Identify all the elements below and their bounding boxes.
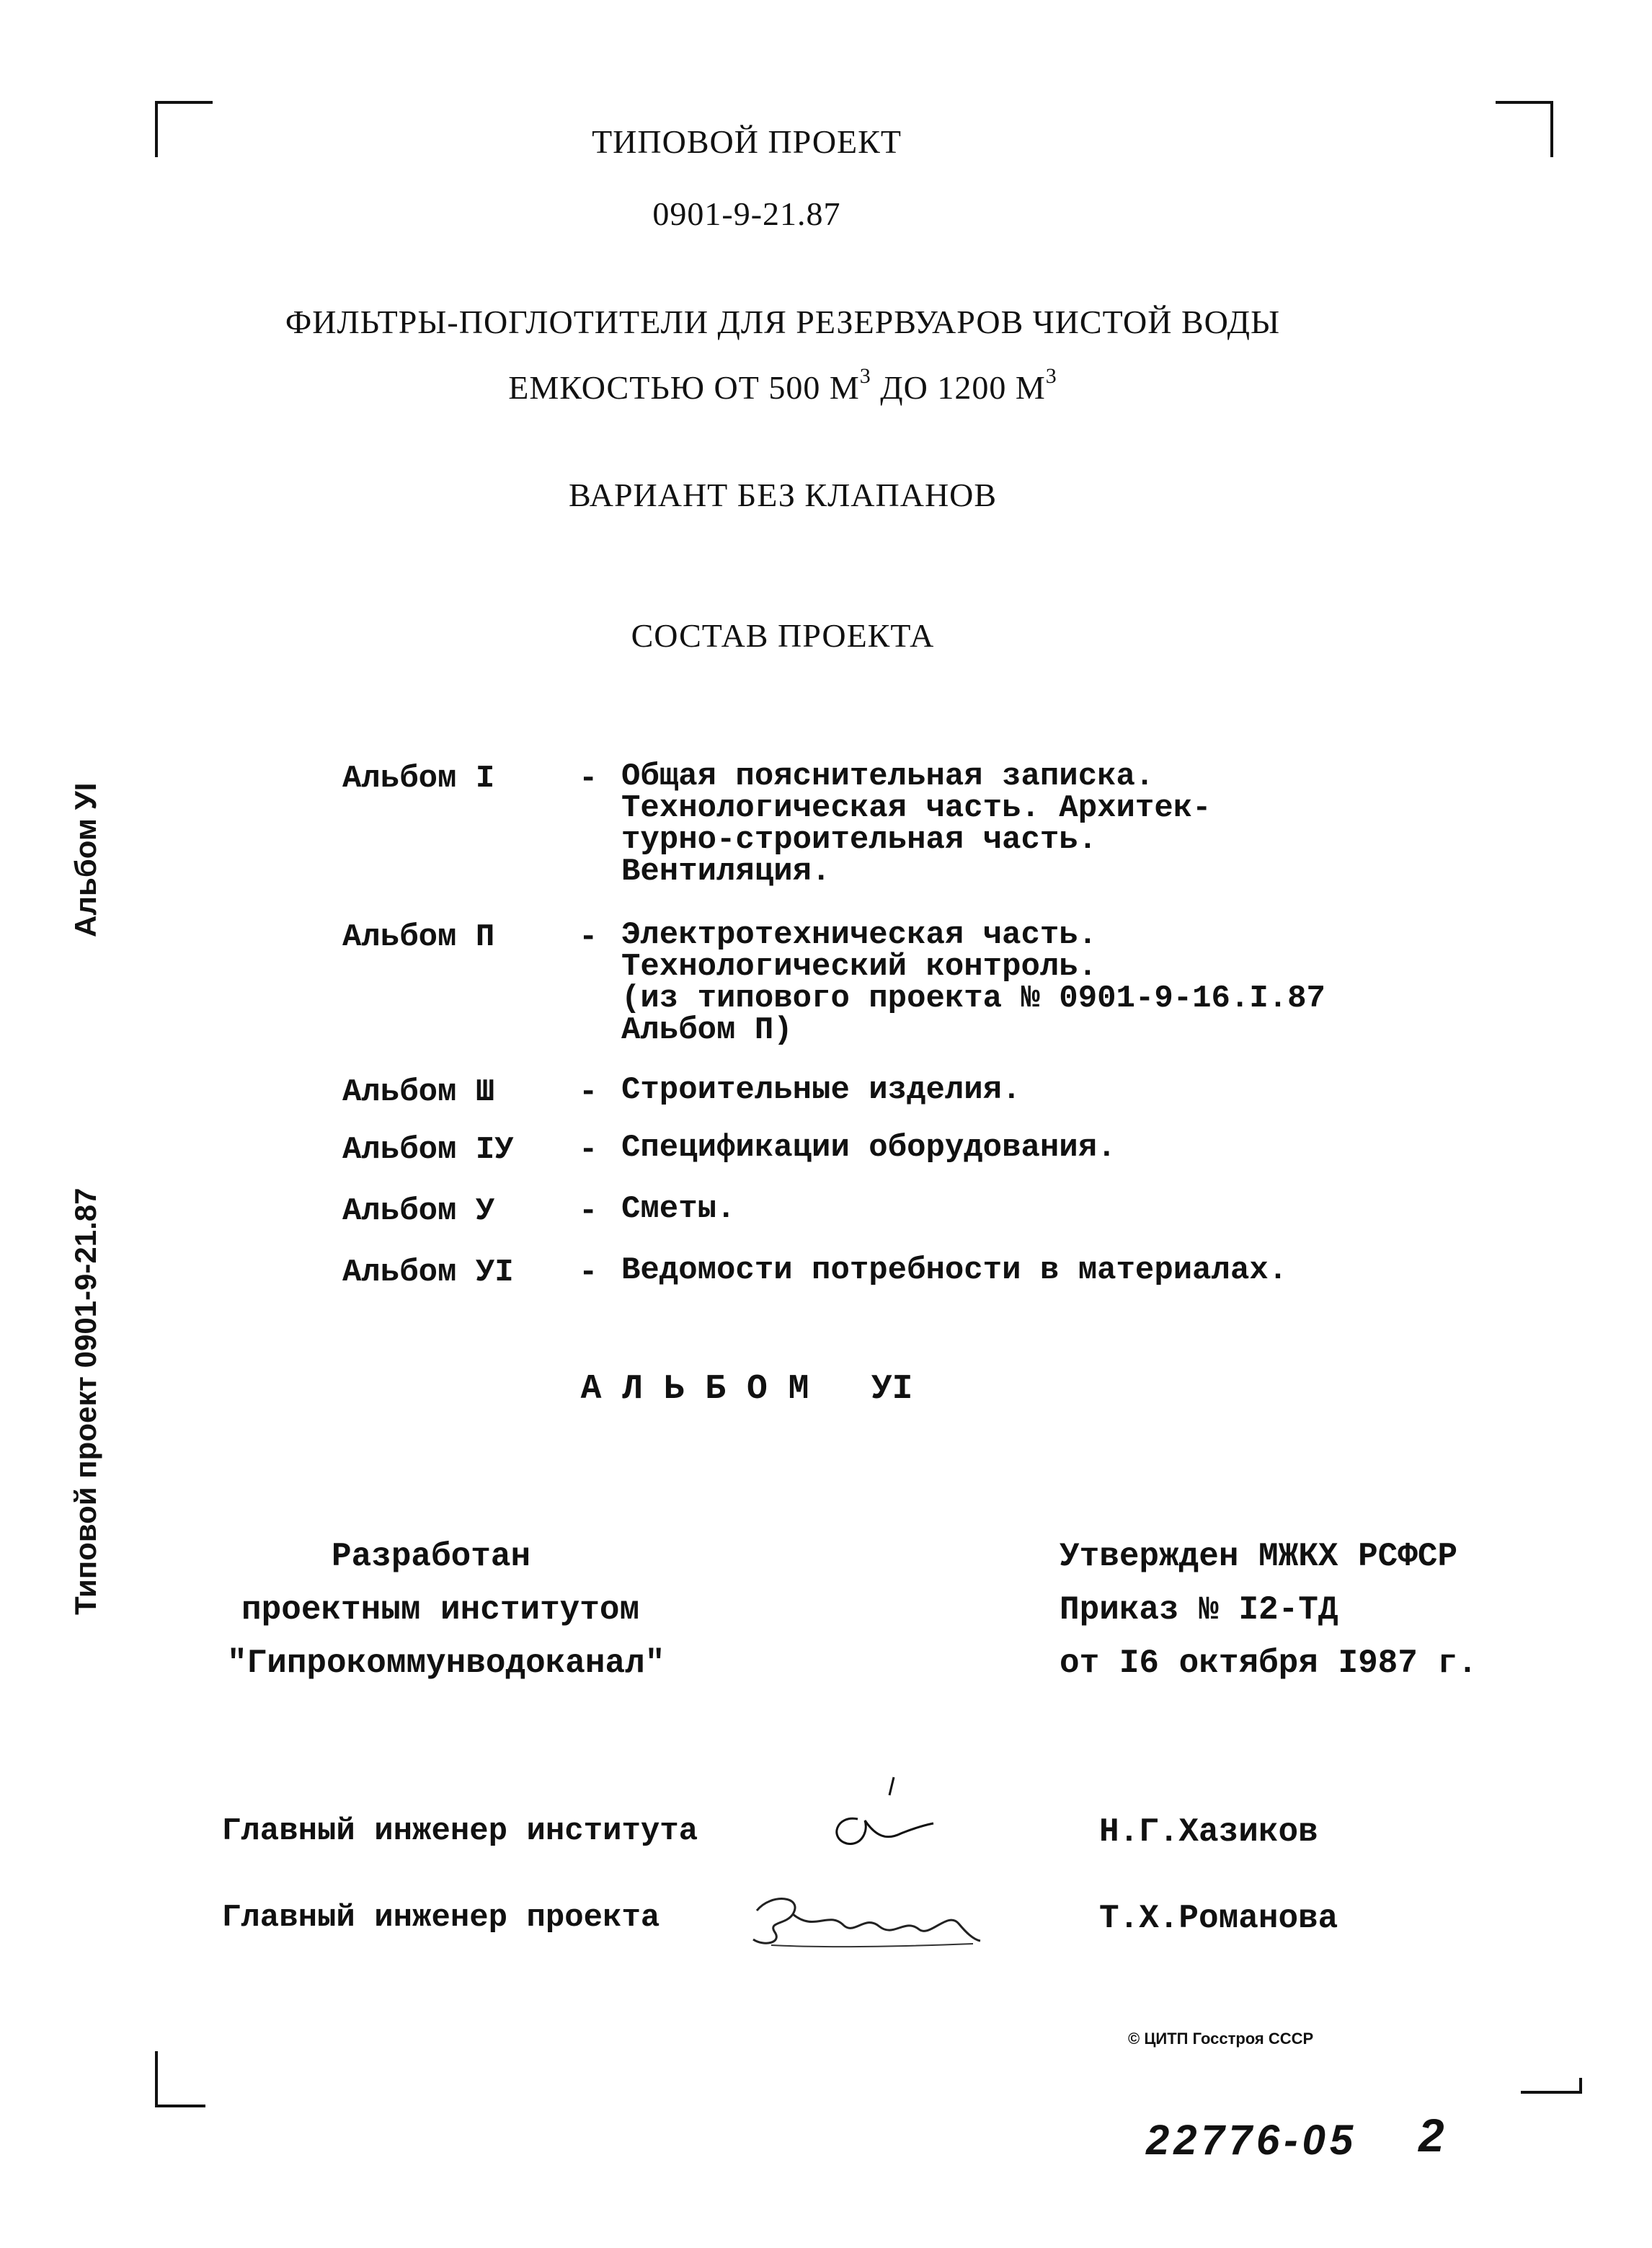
album-description: Строительные изделия.	[621, 1072, 1021, 1108]
corner-mark-bottom-right-h	[1521, 2091, 1582, 2094]
superscript-1: 3	[859, 364, 871, 388]
inventory-number: 22776-05	[1146, 2117, 1358, 2164]
project-type-label: ТИПОВОЙ ПРОЕКТ	[592, 123, 902, 160]
approval-block	[1060, 1530, 1478, 1690]
album-description: Общая пояснительная записка. Технологическая часть. Архитек- турно-строительная часть. Вентиляция.	[621, 758, 1212, 890]
album-name: Альбом П	[342, 919, 495, 955]
composition-heading: СОСТАВ ПРОЕКТА	[631, 617, 935, 654]
variant-label: ВАРИАНТ БЕЗ КЛАПАНОВ	[568, 477, 998, 513]
approval-line-2: Приказ № I2-ТД	[1060, 1591, 1338, 1629]
signature-role-1: Главный инженер института	[222, 1813, 698, 1849]
title-line-2	[0, 364, 1609, 407]
album-dash: -	[579, 919, 598, 955]
side-project-label: Типовой проект 0901-9-21.87	[68, 1187, 102, 1615]
corner-mark-bottom-right-v	[1579, 2078, 1582, 2094]
page-number: 2	[1418, 2110, 1444, 2161]
side-album-label: Альбом УI	[68, 782, 102, 937]
project-code: 0901-9-21.87	[652, 195, 841, 232]
album-description: Электротехническая часть. Технологический контроль. (из типового проекта № 0901-9-16.I.87 Альбом П)	[621, 917, 1325, 1048]
superscript-2: 3	[1045, 364, 1057, 388]
album-name: Альбом I	[342, 761, 495, 797]
approval-line-1: Утвержден МЖКХ РСФСР	[1060, 1538, 1458, 1575]
corner-mark-top-right-h	[1496, 101, 1553, 104]
title-line-2-prefix: ЕМКОСТЬЮ ОТ 500 М	[508, 369, 860, 406]
copyright-stamp: © ЦИТП Госстроя СССР	[1128, 2030, 1314, 2048]
album-title: А Л Ь Б О М УI	[580, 1370, 913, 1409]
album-name: Альбом УI	[342, 1254, 514, 1291]
album-description: Спецификации оборудования.	[621, 1130, 1116, 1166]
developer-line-3: "Гипрокоммунводоканал"	[227, 1645, 665, 1682]
album-name: Альбом У	[342, 1193, 495, 1229]
album-dash: -	[579, 1254, 598, 1291]
album-dash: -	[579, 1074, 598, 1110]
developer-line-2: проектным институтом	[241, 1591, 640, 1629]
signature-name-2: Т.Х.Романова	[1099, 1900, 1338, 1937]
album-description: Ведомости потребности в материалах.	[621, 1252, 1288, 1288]
corner-mark-bottom-left-h	[155, 2105, 205, 2107]
album-dash: -	[579, 1193, 598, 1229]
signature-name-1: Н.Г.Хазиков	[1099, 1813, 1318, 1851]
developer-block	[227, 1530, 665, 1690]
album-name: Альбом Ш	[342, 1074, 495, 1110]
album-dash: -	[579, 1132, 598, 1168]
handwritten-signature-2	[742, 1882, 987, 1954]
corner-mark-bottom-left-v	[155, 2051, 158, 2107]
corner-mark-top-left-h	[155, 101, 213, 104]
album-dash: -	[579, 761, 598, 797]
developer-line-1: Разработан	[332, 1538, 531, 1575]
title-line-2-mid: ДО 1200 М	[871, 369, 1046, 406]
album-description: Сметы.	[621, 1191, 736, 1227]
handwritten-signature-1	[814, 1770, 944, 1857]
album-name: Альбом IУ	[342, 1132, 514, 1168]
title-line-1: ФИЛЬТРЫ-ПОГЛОТИТЕЛИ ДЛЯ РЕЗЕРВУАРОВ ЧИСТОЙ ВОДЫ	[285, 304, 1281, 340]
signature-role-2: Главный инженер проекта	[222, 1900, 660, 1936]
approval-line-3: от I6 октября I987 г.	[1060, 1645, 1478, 1682]
